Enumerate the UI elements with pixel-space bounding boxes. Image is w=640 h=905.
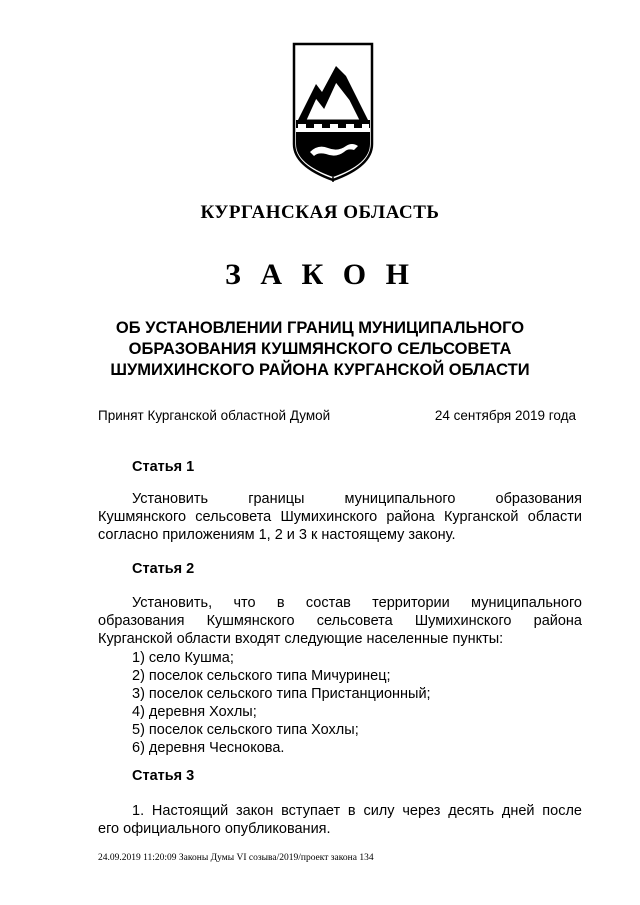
article-1-text <box>98 490 582 544</box>
text-line: согласно приложениям 1, 2 и 3 к настоящему закону. <box>98 527 456 543</box>
list-item: 2) поселок сельского типа Мичуринец; <box>132 668 391 684</box>
adoption-info <box>98 408 576 423</box>
title-line: ШУМИХИНСКОГО РАЙОНА КУРГАНСКОЙ ОБЛАСТИ <box>110 361 530 379</box>
list-item: 6) деревня Чеснокова. <box>132 740 285 756</box>
law-title <box>80 318 560 381</box>
settlements-list <box>132 649 431 757</box>
title-line: ОБ УСТАНОВЛЕНИИ ГРАНИЦ МУНИЦИПАЛЬНОГО <box>115 319 525 337</box>
text-line: его официального опубликования. <box>98 821 331 837</box>
title-line: ОБРАЗОВАНИЯ КУШМЯНСКОГО СЕЛЬСОВЕТА <box>128 340 512 358</box>
adoption-date: 24 сентября 2019 года <box>434 408 576 423</box>
article-3-heading: Статья 3 <box>132 768 195 784</box>
article-3-text <box>98 802 582 838</box>
text-line: 1. Настоящий закон вступает в силу через десять дней после <box>132 803 582 819</box>
coat-of-arms-emblem <box>288 40 378 182</box>
text-line: Кушмянского сельсовета Шумихинского района Курганской области <box>98 509 582 525</box>
text-line: образования Кушмянского сельсовета Шумихинского района <box>98 613 582 629</box>
list-item: 3) поселок сельского типа Пристанционный; <box>132 686 431 702</box>
law-heading: З А К О Н <box>225 258 415 291</box>
text-line: Установить, что в состав территории муниципального <box>132 595 582 611</box>
article-1-heading: Статья 1 <box>132 459 195 475</box>
document-footer: 24.09.2019 11:20:09 Законы Думы VI созыва/2019/проект закона 134 <box>98 853 374 863</box>
list-item: 5) поселок сельского типа Хохлы; <box>132 722 359 738</box>
text-line: Курганской области входят следующие населенные пункты: <box>98 631 504 647</box>
article-2-text <box>98 594 582 648</box>
list-item: 4) деревня Хохлы; <box>132 704 257 720</box>
list-item: 1) село Кушма; <box>132 650 234 666</box>
article-2-heading: Статья 2 <box>132 561 195 577</box>
adopted-by: Принят Курганской областной Думой <box>98 408 331 423</box>
text-line: Установить границы муниципального образования <box>132 491 582 507</box>
region-heading: КУРГАНСКАЯ ОБЛАСТЬ <box>200 202 440 223</box>
